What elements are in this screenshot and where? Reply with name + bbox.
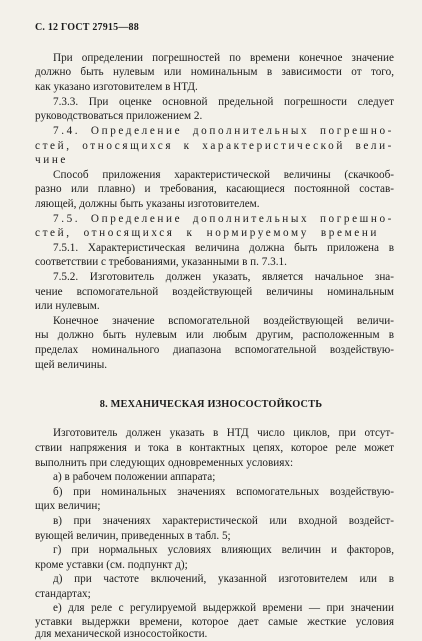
text-line: соответствии с требованиями, указанными в п. 7.3.1. [35,256,287,268]
list-item: г) при нормальных условиях влияющих величин и факторов, [53,544,394,556]
text-line: При определении погрешностей по времени конечное значение [53,52,394,64]
list-item: уставки выдержки времени, которое дает самые жесткие условия [35,616,394,628]
subsection-heading: стей, относящихся к характеристической вели- [35,140,394,152]
list-item: щих величин; [35,500,101,512]
text-line: разно или плавно) и требования, касающиеся постоянной состав- [35,183,394,195]
text-line: щей величины. [35,359,108,371]
text-line: 7.5.1. Характеристическая величина должна быть приложена в [53,242,394,254]
section-title: 8. МЕХАНИЧЕСКАЯ ИЗНОСОСТОЙКОСТЬ [99,399,323,410]
list-item: стандартах; [35,588,91,600]
text-line: должно быть нулевым или номинальным в зависимости от того, [35,66,394,78]
list-item: для механической износостойкости. [35,628,208,640]
text-line: 7.3.3. При оценке основной предельной погрешности следует [53,96,394,108]
text-line: выполнить при следующих одновременных условиях: [35,457,294,469]
subsection-heading: 7.4. Определение дополнительных погрешно- [53,125,394,137]
text-line: чение вспомогательной воздействующей величины номинальным [35,286,394,298]
list-item: в) при значениях характеристической или входной воздейст- [53,515,394,527]
list-item: кроме уставки (см. подпункт д); [35,559,188,571]
list-item: а) в рабочем положении аппарата; [53,471,216,483]
list-item: б) при номинальных значениях вспомогательных воздействую- [53,486,394,498]
text-line: Изготовитель должен указать в НТД число циклов, при отсут- [53,427,394,439]
text-line: ствии напряжения и тока в контактных цепях, которое реле может [35,442,394,454]
text-line: или нулевым. [35,300,100,312]
text-line: пределах номинального диапазона вспомогательной воздействую- [35,344,394,356]
subsection-heading: чине [35,154,68,166]
list-item: е) для реле с регулируемой выдержкой времени — при значении [53,602,394,614]
text-line: ляющей, должны быть указаны изготовителем. [35,198,260,210]
text-line: руководствоваться приложением 2. [35,110,203,122]
subsection-heading: 7.5. Определение дополнительных погрешно- [53,213,394,225]
subsection-heading: стей, относящихся к нормируемому времени [35,227,379,239]
list-item: вующей величин, приведенных в табл. 5; [35,530,231,542]
text-line: Конечное значение вспомогательной воздействующей величи- [53,315,394,327]
text-line: как указано изготовителем в НТД. [35,81,198,93]
text-line: ны должно быть нулевым или любым другим, расположенным в [35,329,394,341]
list-item: д) при частоте включений, указанной изготовителем или в [53,573,394,585]
page-header: С. 12 ГОСТ 27915—88 [35,22,139,33]
text-line: 7.5.2. Изготовитель должен указать, является начальное зна- [53,271,394,283]
text-line: Способ приложения характеристической величины (скачкооб- [53,169,394,181]
